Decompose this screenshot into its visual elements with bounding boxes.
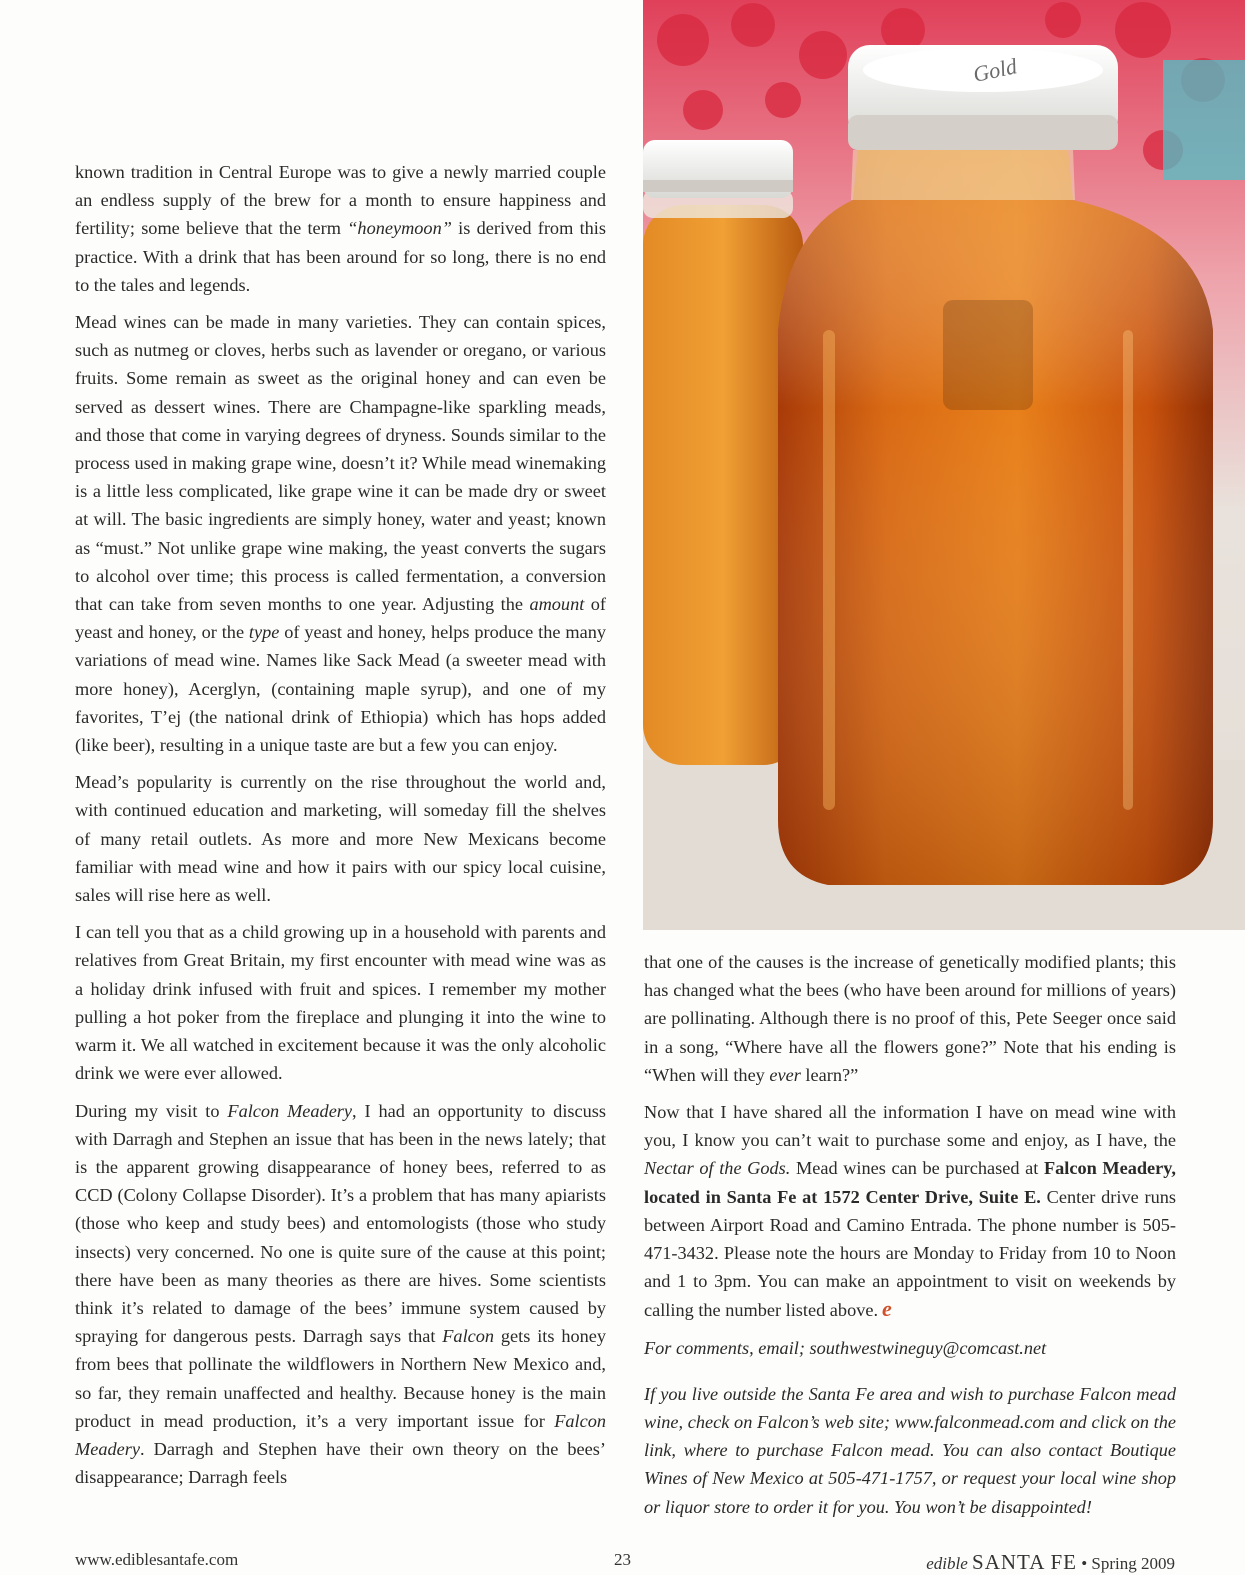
footer-magazine-brand — [926, 1550, 1175, 1575]
brand-separator: • — [1081, 1554, 1088, 1573]
paragraph-varieties: Mead wines can be made in many varieties. They can contain spices, such as nutmeg or cloves, herbs such as lavender or oregano, or various fruits. Some remain as sweet as the original honey and can even be served as dessert wines. There are Champagne-like sparkling meads, and those that come in varying degrees of dryness. Sounds similar to the process used in making grape wine, doesn’t it? While mead winemaking is a little less complicated, like grape wine it can be made dry or sweet at will. The basic ingredients are simply honey, water and yeast; known as “must.” Not unlike grape wine making, the yeast converts the sugars to alcohol over time; this process is called fermentation, a conversion that can take from seven months to one year. Adjusting the amount of yeast and honey, or the type of yeast and honey, helps produce the many variations of mead wine. Names like Sack Mead (a sweeter mead with more honey), Acerglyn, (containing maple syrup), and one of my favorites, T’ej (the national drink of Ethiopia) which has hops added (like beer), resulting in a unique taste are but a few you can enjoy. — [75, 312, 606, 756]
jar-label-handwriting: Gold — [970, 53, 1020, 87]
brand-santa-fe: SANTA FE — [972, 1550, 1077, 1574]
comments-email-note: For comments, email; southwestwineguy@comcast.net — [644, 1337, 1047, 1358]
edible-e-end-mark: e — [882, 1296, 892, 1322]
article-right-column — [644, 948, 1176, 1530]
paragraph-bees: During my visit to Falcon Meadery, I had an opportunity to discuss with Darragh and Stephen an issue that has been in the news lately; that is the apparent growing disappearance of honey bees, referred to as CCD (Colony Collapse Disorder). It’s a problem that has many apiarists (those who keep and study bees) and entomologists (those who study insects) very concerned. No one is quite sure of the cause at this point; there have been as many theories as there are hives. Some scientists think it’s related to damage of the bees’ immune system caused by spraying for dangerous pests. Darragh says that Falcon gets its honey from bees that pollinate the wildflowers in Northern New Mexico and, so far, they remain unaffected and healthy. Because honey is the main product in mead production, it’s a very important issue for Falcon Meadery. Darragh and Stephen have their own theory on the bees’ disappearance; Darragh feels — [75, 1100, 607, 1488]
purchase-outside-note: If you live outside the Santa Fe area and wish to purchase Falcon mead wine, check on Falcon’s web site; www.falconmead.com and click on the link, where to purchase Falcon mead. You can also contact Boutique Wines of New Mexico at 505-471-1757, or request your local wine shop or liquor store to order it for you. You won’t be disappointed! — [644, 1383, 1176, 1517]
paragraph-honeymoon: known tradition in Central Europe was to give a newly married couple an endless supply of the brew for a month to ensure happiness and fertility; some believe that the term “honeymoon” is derived from this practice. With a drink that has been around for so long, there is no end to the tales and legends. — [75, 162, 606, 295]
honey-mead-jars-photo — [643, 0, 1245, 930]
paragraph-childhood: I can tell you that as a child growing up in a household with parents and relatives from Great Britain, my first encounter with mead wine was as a holiday drink infused with fruit and spices. I remember my mother pulling a hot poker from the fireplace and plunging it into the wine to warm it. We all watched in excitement because it was the only alcoholic drink we were ever allowed. — [75, 922, 606, 1084]
paragraph-gmo-theory: that one of the causes is the increase of genetically modified plants; this has changed what the bees (who have been around for millions of years) are pollinating. Although there is no proof of this, Pete Seeger once said in a song, “Where have all the flowers gone?” Note that his ending is “When will they ever learn?” — [644, 952, 1176, 1085]
issue-date: Spring 2009 — [1091, 1554, 1175, 1573]
footer-website-url: www.ediblesantafe.com — [75, 1550, 239, 1569]
paragraph-purchase-info: Now that I have shared all the information I have on mead wine with you, I know you can’t wait to purchase some and enjoy, as I have, the Nectar of the Gods. Mead wines can be purchased at Falcon Meadery, located in Santa Fe at 1572 Center Drive, Suite E. Center drive runs between Airport Road and Camino Entrada. The phone number is 505-471-3432. Please note the hours are Monday to Friday from 10 to Noon and 1 to 3pm. You can make an appointment to visit on weekends by calling the number listed above. e — [644, 1102, 1176, 1322]
article-left-column — [75, 158, 606, 1500]
footer-page-number: 23 — [614, 1550, 631, 1569]
paragraph-popularity: Mead’s popularity is currently on the rise throughout the world and, with continued education and marketing, will someday fill the shelves of many retail outlets. As more and more New Mexicans become familiar with mead wine and how it pairs with our spicy local cuisine, sales will rise here as well. — [75, 772, 606, 906]
brand-edible: edible — [926, 1554, 968, 1573]
